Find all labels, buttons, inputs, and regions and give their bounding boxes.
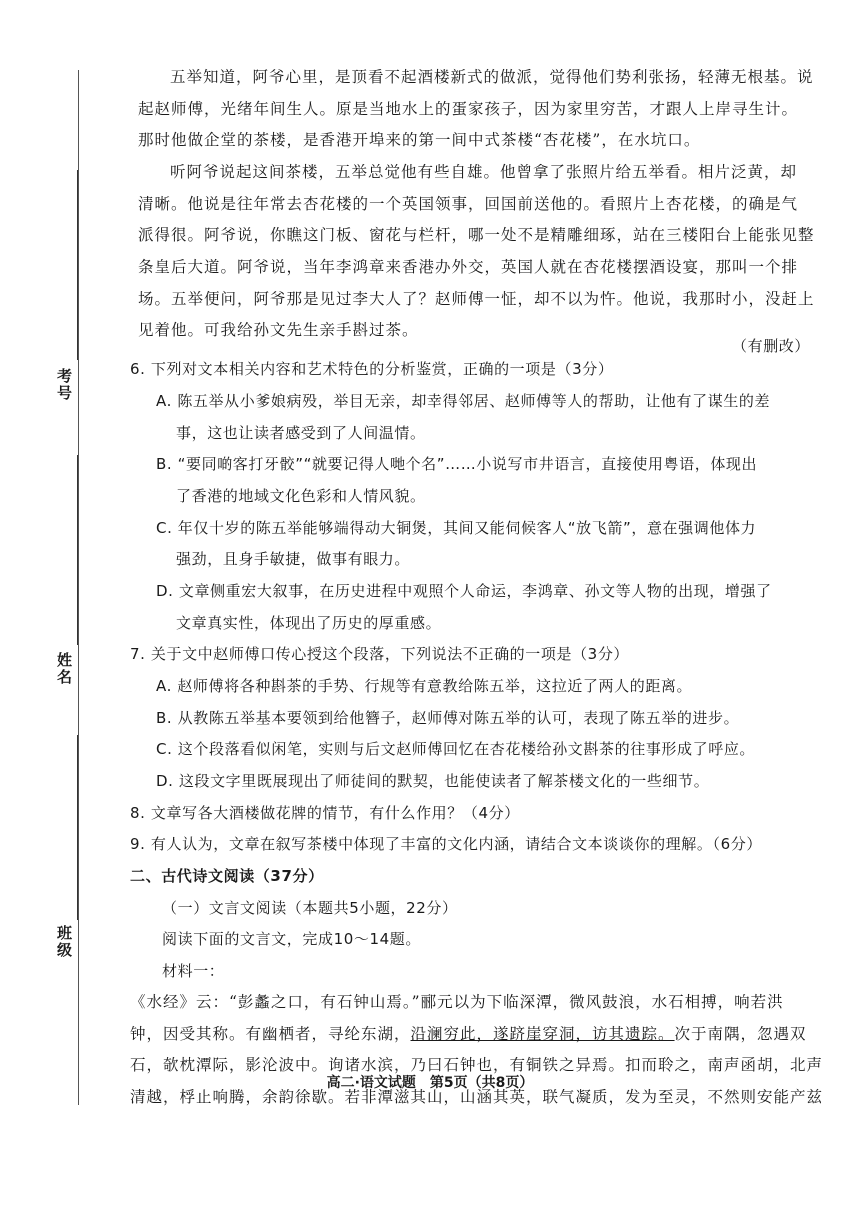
section-2-instruction: 阅读下面的文言文，完成10～14题。 bbox=[162, 930, 421, 948]
section-2-title: 二、古代诗文阅读（37分） bbox=[130, 867, 324, 885]
question-9: 9. 有人认为，文章在叙写茶楼中体现了丰富的文化内涵，请结合文本谈谈你的理解。（6分） bbox=[130, 835, 762, 853]
material-1-label: 材料一： bbox=[162, 962, 225, 980]
question-8: 8. 文章写各大酒楼做花牌的情节，有什么作用？（4分） bbox=[130, 804, 520, 822]
passage-line: 听阿爷说起这间茶楼，五举总觉他有些自雄。他曾拿了张照片给五举看。相片泛黄，却 bbox=[170, 163, 798, 181]
q6-option-c-cont: 强劲，且身手敏捷，做事有眼力。 bbox=[176, 550, 411, 568]
q7-option-a: A. 赵师傅将各种斟茶的手势、行规等有意教给陈五举，这拉近了两人的距离。 bbox=[156, 677, 693, 695]
passage-line: 清晰。他说是往年常去杏花楼的一个英国领事，回国前送他的。看照片上杏花楼，的确是气 bbox=[138, 195, 799, 213]
passage-line: 见着他。可我给孙文先生亲手斟过茶。 bbox=[138, 321, 419, 339]
q7-option-d: D. 这段文字里既展现出了师徒间的默契，也能使读者了解茶楼文化的一些细节。 bbox=[156, 772, 710, 790]
classical-text-line: 石，欹枕潭际，影沦波中。询诸水滨，乃曰石钟也，有铜铁之异焉。扣而聆之，南声函胡，北声 bbox=[130, 1056, 824, 1074]
classical-text-segment: 钟，因受其称。有幽栖者，寻纶东湖， bbox=[130, 1025, 411, 1043]
abridged-note: （有删改） bbox=[732, 337, 811, 355]
name-label: 姓名 bbox=[55, 652, 73, 686]
question-6-stem: 6. 下列对文本相关内容和艺术特色的分析鉴赏，正确的一项是（3分） bbox=[130, 360, 614, 378]
q6-option-b: B. “要同啲客打牙骹”“就要记得人哋个名”……小说写市井语言，直接使用粤语，体现出 bbox=[156, 455, 758, 473]
passage-line: 场。五举便问，阿爷那是见过李大人了？赵师傅一怔，却不以为忤。他说，我那时小，没赶上 bbox=[138, 290, 815, 308]
binding-line bbox=[78, 70, 79, 1105]
classical-text-line bbox=[130, 1023, 807, 1045]
class-label: 班级 bbox=[55, 925, 73, 959]
question-7-stem: 7. 关于文中赵师傅口传心授这个段落，下列说法不正确的一项是（3分） bbox=[130, 645, 630, 663]
underlined-sentence: 沿澜穷此，遂跻崖穿洞，访其遗踪。 bbox=[410, 1025, 675, 1043]
passage-line: 那时他做企堂的茶楼，是香港开埠来的第一间中式茶楼“杏花楼”，在水坑口。 bbox=[138, 131, 701, 149]
exam-number-field[interactable] bbox=[77, 170, 78, 360]
name-field[interactable] bbox=[77, 455, 78, 645]
q6-option-b-cont: 了香港的地域文化色彩和人情风貌。 bbox=[176, 487, 426, 505]
classical-text-line: 《水经》云：“彭蠡之口，有石钟山焉。”郦元以为下临深潭，微风鼓浪，水石相搏，响若洪 bbox=[130, 993, 784, 1011]
q6-option-a-cont: 事，这也让读者感受到了人间温情。 bbox=[176, 424, 426, 442]
classical-text-line: 清越，桴止响腾，余韵徐歇。若非潭滋其山，山涵其英，联气凝质，发为至灵，不然则安能产兹 bbox=[130, 1088, 824, 1106]
exam-number-label: 考号 bbox=[55, 368, 73, 402]
q7-option-c: C. 这个段落看似闲笔，实则与后文赵师傅回忆在杏花楼给孙文斟茶的往事形成了呼应。 bbox=[156, 740, 756, 758]
section-2-subtitle: （一）文言文阅读（本题共5小题，22分） bbox=[162, 899, 458, 917]
passage-line: 起赵师傅，光绪年间生人。原是当地水上的蛋家孩子，因为家里穷苦，才跟人上岸寻生计。 bbox=[138, 100, 799, 118]
classical-text-segment: 次于南隅，忽遇双 bbox=[674, 1025, 807, 1043]
q6-option-d-cont: 文章真实性，体现出了历史的厚重感。 bbox=[176, 614, 442, 632]
passage-line: 五举知道，阿爷心里，是顶看不起酒楼新式的做派，觉得他们势利张扬，轻薄无根基。说 bbox=[170, 68, 814, 86]
q6-option-d: D. 文章侧重宏大叙事，在历史进程中观照个人命运，李鸿章、孙文等人物的出现，增强了 bbox=[156, 582, 772, 600]
passage-line: 派得很。阿爷说，你瞧这门板、窗花与栏杆，哪一处不是精雕细琢，站在三楼阳台上能张见整 bbox=[138, 226, 815, 244]
q6-option-c: C. 年仅十岁的陈五举能够端得动大铜煲，其间又能伺候客人“放飞箭”，意在强调他体力 bbox=[156, 519, 757, 537]
page-footer: 高二·语文试题 第5页（共8页） bbox=[326, 1075, 534, 1091]
passage-line: 条皇后大道。阿爷说，当年李鸿章来香港办外交，英国人就在杏花楼摆酒设宴，那叫一个排 bbox=[138, 258, 799, 276]
q6-option-a: A. 陈五举从小爹娘病殁，举目无亲，却幸得邻居、赵师傅等人的帮助，让他有了谋生的差 bbox=[156, 392, 771, 410]
binding-margin bbox=[0, 0, 110, 1217]
q7-option-b: B. 从教陈五举基本要领到给他簪子，赵师傅对陈五举的认可，表现了陈五举的进步。 bbox=[156, 709, 740, 727]
class-field[interactable] bbox=[77, 735, 78, 920]
